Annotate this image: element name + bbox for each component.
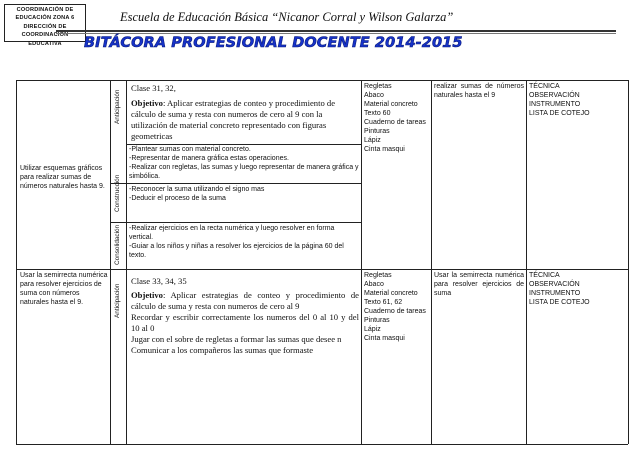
objective-label: Objetivo [131, 290, 163, 300]
logo-line: EDUCATIVA [28, 40, 62, 47]
evaluation-item: INSTRUMENTO [529, 290, 581, 297]
resource-item: Cuaderno de tareas [364, 119, 426, 126]
consolidation-activities [129, 224, 359, 260]
document-banner: BITÁCORA PROFESIONAL DOCENTE 2014-2015 [84, 35, 463, 51]
clase-text: Clase 33, 34, 35 [131, 276, 187, 286]
clase-text: Clase 31, 32, [131, 83, 176, 93]
ministry-logo [4, 4, 86, 47]
resource-item: Material concreto [364, 290, 418, 297]
resource-item: Pinturas [364, 128, 390, 135]
objective-text [131, 98, 359, 144]
resource-item: Abaco [364, 281, 384, 288]
phase-divider [110, 222, 361, 223]
skill-text: Utilizar esquemas gráficos para realizar sumas de números naturales hasta 9. [20, 165, 105, 190]
phase-label: Anticipación [114, 283, 121, 318]
planning-table [16, 80, 628, 444]
col-line [361, 80, 362, 444]
evaluation-item: LISTA DE COTEJO [529, 299, 590, 306]
resource-item: Material concreto [364, 101, 418, 108]
objective-label: Objetivo [131, 98, 163, 108]
resource-item: Abaco [364, 92, 384, 99]
resource-item: Cinta masqui [364, 146, 405, 153]
resource-item: Texto 60 [364, 110, 391, 117]
activity-item: -Guiar a los niños y niñas a resolver los ejercicios de la página 60 del texto. [129, 243, 344, 259]
activity-item: -Deducir el proceso de la suma [129, 195, 226, 202]
table-border-top [16, 80, 628, 81]
activity-item: -Reconocer la suma utilizando el signo mas [129, 186, 265, 193]
row-divider [16, 269, 628, 270]
header-rule [56, 30, 616, 32]
objective-body: : Aplicar estrategias de conteo y procedimiento de cálculo de suma y resta con numeros de cero al 9 [131, 290, 359, 311]
activity-item: -Realizar ejercicios en la recta numérica y luego resolver en forma vertical. [129, 225, 335, 241]
evaluation-list [529, 82, 627, 118]
phase-label: Anticipación [114, 89, 121, 124]
objective-body: : Aplicar estrategias de conteo y procedimiento de cálculo de suma y resta con numeros de cero al 9 con la utilización de material concreto representado con figuras geometricas [131, 98, 336, 141]
resource-item: Regletas [364, 272, 392, 279]
col-line [526, 80, 527, 444]
activity-item: -Representar de manera gráfica estas operaciones. [129, 155, 289, 162]
phase-label: Consolidación [114, 224, 121, 265]
resource-item: Cinta masqui [364, 335, 405, 342]
evaluation-item: LISTA DE COTEJO [529, 110, 590, 117]
logo-line: EDUCACIÓN ZONA 6 [15, 15, 75, 22]
resource-item: Lápiz [364, 326, 381, 333]
objective-text [131, 290, 359, 312]
school-name: Escuela de Educación Básica “Nicanor Corral y Wilson Galarza” [120, 10, 454, 24]
evaluation-list [529, 271, 627, 307]
table-border-bottom [16, 444, 628, 445]
header-rule-thin [56, 33, 616, 34]
col-line [126, 80, 127, 444]
col-line [16, 80, 17, 444]
resources-list [364, 271, 430, 343]
evaluation-item: TÉCNICA [529, 83, 560, 90]
logo-line: DIRECCIÓN DE [23, 23, 67, 30]
phase-divider [110, 183, 361, 184]
skill-text: Usar la semirrecta numérica para resolver ejercicios de suma con números naturales hasta el 9. [20, 272, 108, 306]
resource-item: Cuaderno de tareas [364, 308, 426, 315]
anticipation-activities [129, 145, 359, 181]
evaluation-item: OBSERVACIÓN [529, 92, 580, 99]
evaluation-item: INSTRUMENTO [529, 101, 581, 108]
activities-block [131, 312, 359, 356]
col-line [431, 80, 432, 444]
construction-activities [129, 185, 359, 203]
resource-item: Texto 61, 62 [364, 299, 403, 306]
indicator-text: Usar la semirrecta numérica para resolver ejercicios de suma [434, 272, 524, 297]
resources-list [364, 82, 430, 154]
indicator-text: realizar sumas de números naturales hasta el 9 [434, 83, 524, 99]
resource-item: Pinturas [364, 317, 390, 324]
activity-item: -Plantear sumas con material concreto. [129, 146, 251, 153]
col-line [110, 80, 111, 444]
col-line [628, 80, 629, 444]
logo-line: COORDINACIÓN DE [16, 7, 74, 13]
logo-line: COORDINACIÓN [21, 32, 69, 39]
activity-item: -Realizar con regletas, las sumas y luego representar de manera gráfica y simbólica. [129, 164, 359, 180]
activity-item: Recordar y escribir correctamente los numeros del 0 al 10 y del 10 al 0 [131, 312, 359, 333]
activity-item: Comunicar a los compañeros las sumas que formaste [131, 345, 314, 355]
activity-item: Jugar con el sobre de regletas a formar las sumas que desee n [131, 334, 342, 344]
evaluation-item: TÉCNICA [529, 272, 560, 279]
phase-label: Construcción [114, 174, 121, 212]
evaluation-item: OBSERVACIÓN [529, 281, 580, 288]
resource-item: Lápiz [364, 137, 381, 144]
resource-item: Regletas [364, 83, 392, 90]
